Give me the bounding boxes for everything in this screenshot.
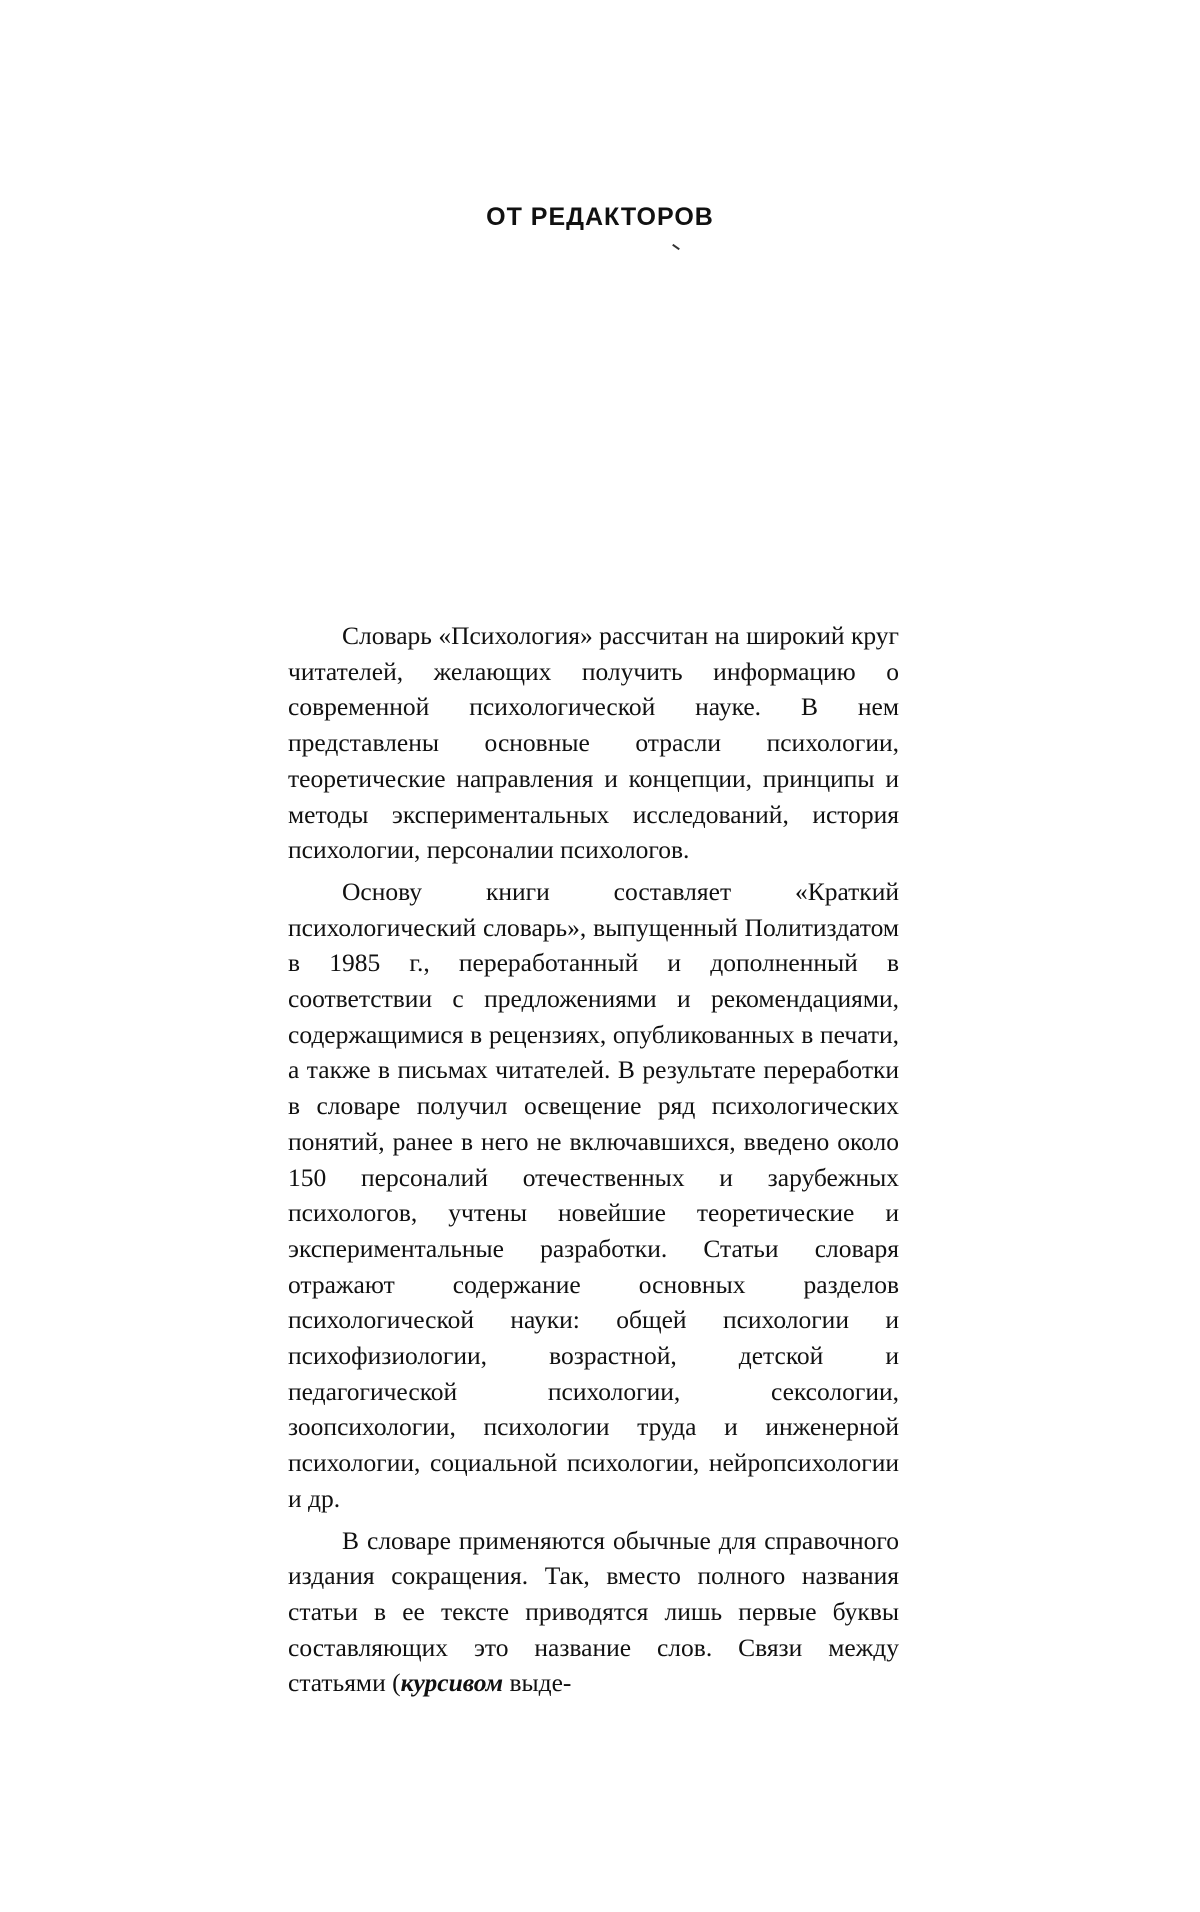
stray-mark (672, 244, 680, 250)
paragraph-intro: Словарь «Психология» рассчитан на широкий круг читателей, желающих получить информацию о современной психологической науке. В нем представлены основные отрасли психологии, теоретические направления и концепции, принципы и методы экспериментальных исследований, история психологии, персоналии психологов. (288, 621, 899, 865)
italic-term: курсивом (400, 1668, 504, 1698)
paragraph-basis: Основу книги составляет «Краткий психологический словарь», выпущенный Политиздатом в 1985 г., переработанный и дополненный в соответствии с предложениями и рекомендациями, содержащимися в рецензиях, опубликованных в печати, а также в письмах читателей. В результате переработки в словаре получил освещение ряд психологических понятий, ранее в него не включавшихся, введено около 150 персоналий отечественных и зарубежных психологов, учтены новейшие теоретические и экспериментальные разработки. Статьи словаря отражают содержание основных разделов психологической науки: общей психологии и психофизиологии, возрастной, детской и педагогической психологии, сексологии, зоопсихологии, психологии труда и инженерной психологии, социальной психологии, нейропсихологии и др. (288, 876, 899, 1513)
page-title: ОТ РЕДАКТОРОВ (486, 203, 714, 231)
paragraph-abbreviations-end: выде- (503, 1668, 572, 1698)
paragraph-abbreviations (288, 1523, 899, 1702)
body-text (288, 618, 899, 1701)
paragraph-abbreviations-start: В словаре применяются обычные для справочного издания сокращения. Так, вместо полного названия статьи в ее тексте приводятся лишь первые буквы составляющих это название слов. Связи между статьями ( (288, 1525, 899, 1698)
